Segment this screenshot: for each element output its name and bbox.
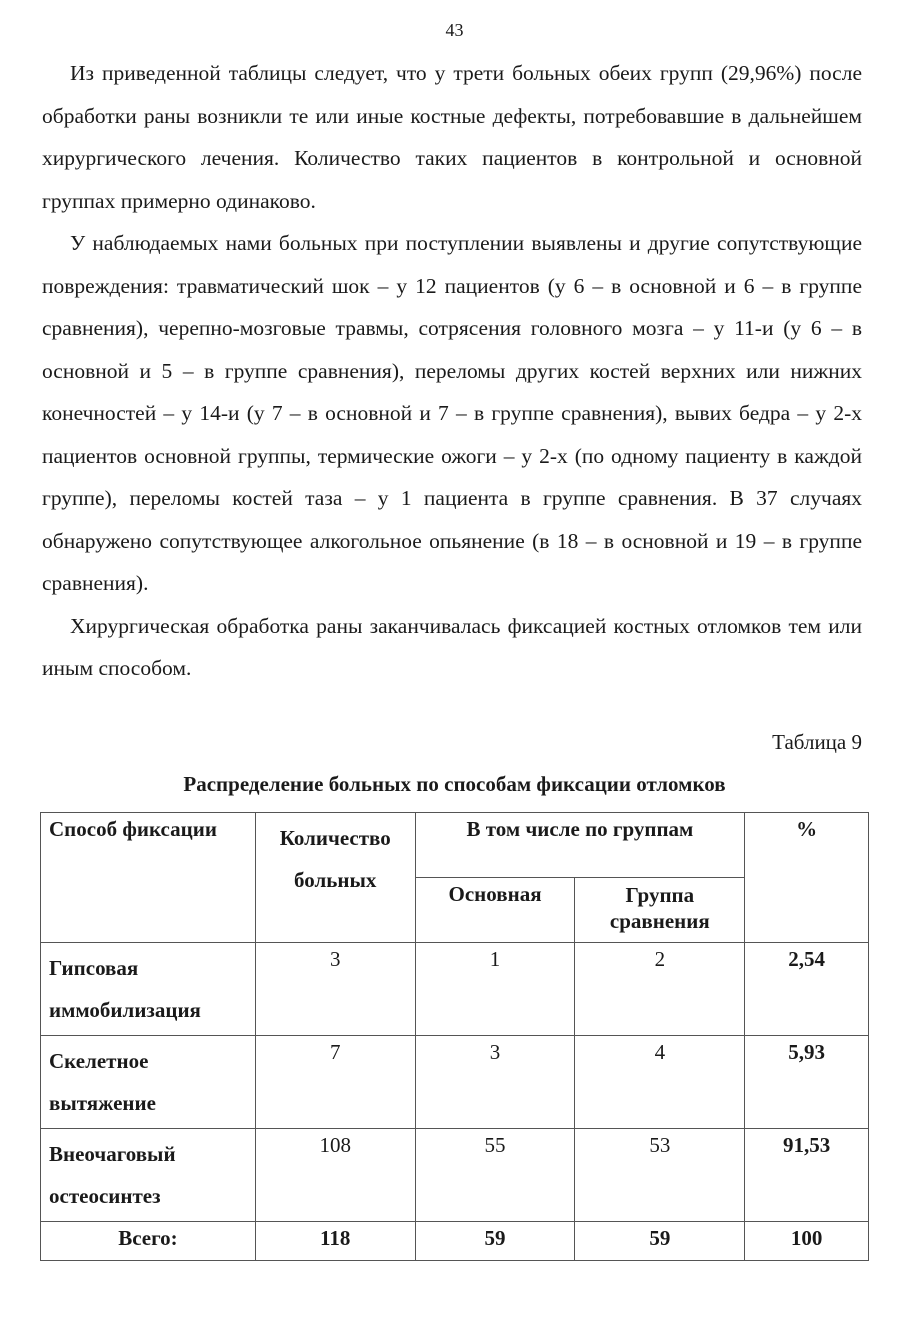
row-main: 3	[415, 1036, 575, 1129]
row-percent: 2,54	[745, 943, 869, 1036]
row-comparison: 2	[575, 943, 745, 1036]
row-percent: 91,53	[745, 1129, 869, 1222]
table-header-row	[41, 813, 869, 878]
header-method: Способ фиксации	[41, 813, 256, 943]
fixation-table	[40, 812, 869, 1261]
table-row	[41, 1129, 869, 1222]
row-main: 55	[415, 1129, 575, 1222]
row-comparison: 53	[575, 1129, 745, 1222]
header-count: Количество больных	[255, 813, 415, 943]
header-main: Основная	[415, 878, 575, 943]
paragraph-1: Из приведенной таблицы следует, что у трети больных обеих групп (29,96%) после обработки раны возникли те или иные костные дефекты, потребовавшие в дальнейшем хирургического лечения. Количество таких пациентов в контрольной и основной группах примерно одинаково.	[42, 61, 862, 213]
row-method: Гипсовая иммобилизация	[41, 943, 256, 1036]
total-comparison: 59	[575, 1222, 745, 1261]
table-total-row	[41, 1222, 869, 1261]
page-number: 43	[445, 20, 464, 40]
paragraph-2: У наблюдаемых нами больных при поступлении выявлены и другие сопутствующие повреждения: травматический шок – у 12 пациентов (у 6 – в основной и 6 – в группе сравнения), черепно-мозговые травмы, сотрясения головного мозга – у 11-и (у 6 – в основной и 5 – в группе сравнения), переломы других костей верхних или нижних конечностей – у 14-и (у 7 – в основной и 7 – в группе сравнения), вывих бедра – у 2-х пациентов основной группы, термические ожоги – у 2-х (по одному пациенту в каждой группе), переломы костей таза – у 1 пациента в группе сравнения. В 37 случаях обнаружено сопутствующее алкогольное опьянение (в 18 – в основной и 19 – в группе сравнения).	[42, 231, 862, 595]
row-comparison: 4	[575, 1036, 745, 1129]
paragraph-3: Хирургическая обработка раны заканчивалась фиксацией костных отломков тем или иным способом.	[42, 613, 862, 680]
table-row	[41, 1036, 869, 1129]
row-count: 108	[255, 1129, 415, 1222]
total-count: 118	[255, 1222, 415, 1261]
row-count: 7	[255, 1036, 415, 1129]
table-caption: Таблица 9	[772, 730, 862, 754]
total-percent: 100	[745, 1222, 869, 1261]
table-title: Распределение больных по способам фиксации отломков	[183, 772, 726, 796]
row-method: Внеочаговый остеосинтез	[41, 1129, 256, 1222]
row-main: 1	[415, 943, 575, 1036]
row-count: 3	[255, 943, 415, 1036]
row-method: Скелетное вытяжение	[41, 1036, 256, 1129]
total-label: Всего:	[41, 1222, 256, 1261]
row-percent: 5,93	[745, 1036, 869, 1129]
table-row	[41, 943, 869, 1036]
total-main: 59	[415, 1222, 575, 1261]
header-percent: %	[745, 813, 869, 943]
header-groups: В том числе по группам	[415, 813, 745, 878]
header-comparison: Группа сравнения	[575, 878, 745, 943]
body-text	[42, 52, 862, 690]
